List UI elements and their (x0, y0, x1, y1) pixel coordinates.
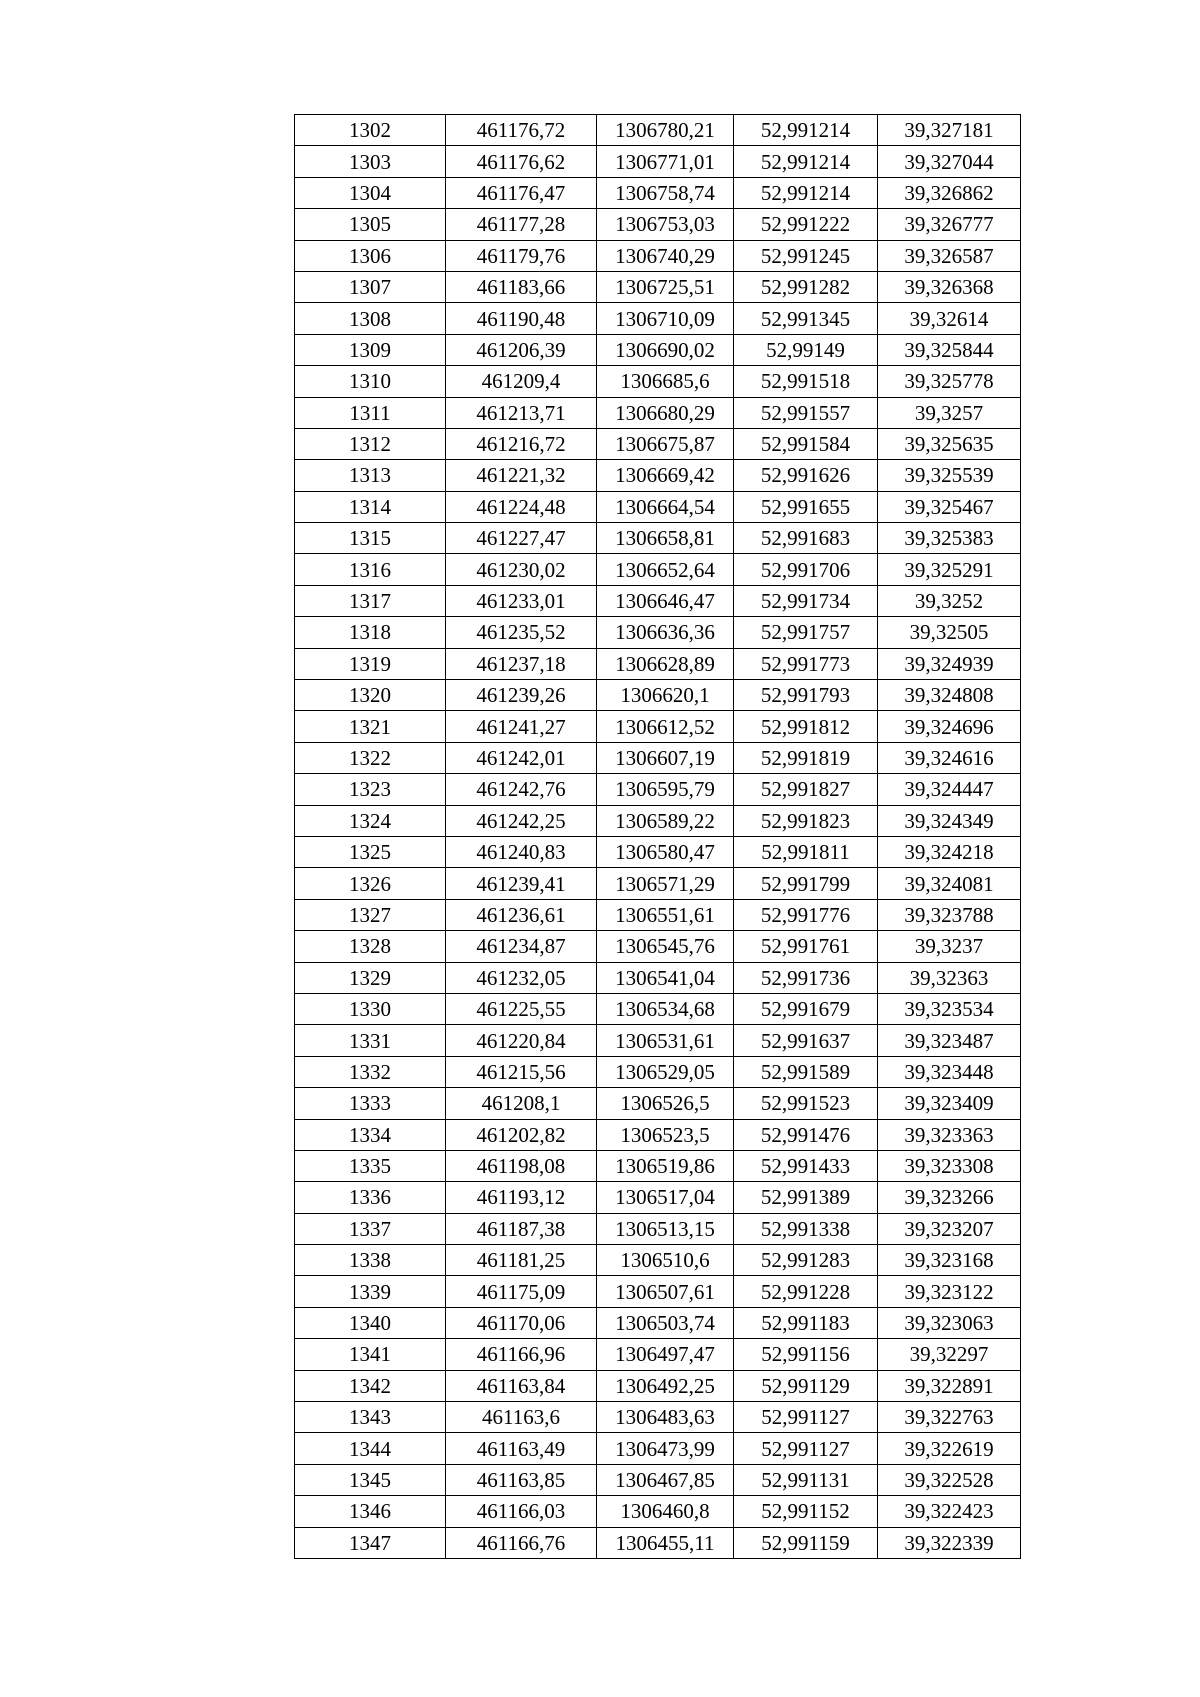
longitude-cell: 39,322339 (878, 1527, 1021, 1558)
point-number-cell: 1309 (295, 334, 446, 365)
point-number-cell: 1312 (295, 428, 446, 459)
point-number-cell: 1341 (295, 1339, 446, 1370)
latitude-cell: 52,991683 (734, 523, 878, 554)
y-coordinate-cell: 1306551,61 (597, 899, 734, 930)
y-coordinate-cell: 1306492,25 (597, 1370, 734, 1401)
y-coordinate-cell: 1306690,02 (597, 334, 734, 365)
x-coordinate-cell: 461242,76 (446, 774, 597, 805)
x-coordinate-cell: 461170,06 (446, 1307, 597, 1338)
latitude-cell: 52,991214 (734, 146, 878, 177)
longitude-cell: 39,327044 (878, 146, 1021, 177)
longitude-cell: 39,3237 (878, 931, 1021, 962)
table-row (295, 334, 1021, 365)
point-number-cell: 1334 (295, 1119, 446, 1150)
x-coordinate-cell: 461237,18 (446, 648, 597, 679)
longitude-cell: 39,324349 (878, 805, 1021, 836)
longitude-cell: 39,322891 (878, 1370, 1021, 1401)
y-coordinate-cell: 1306710,09 (597, 303, 734, 334)
x-coordinate-cell: 461221,32 (446, 460, 597, 491)
point-number-cell: 1314 (295, 491, 446, 522)
table-row (295, 617, 1021, 648)
table-row (295, 554, 1021, 585)
y-coordinate-cell: 1306758,74 (597, 177, 734, 208)
longitude-cell: 39,324218 (878, 836, 1021, 867)
y-coordinate-cell: 1306753,03 (597, 209, 734, 240)
latitude-cell: 52,991793 (734, 680, 878, 711)
x-coordinate-cell: 461187,38 (446, 1213, 597, 1244)
point-number-cell: 1313 (295, 460, 446, 491)
point-number-cell: 1328 (295, 931, 446, 962)
table-row (295, 240, 1021, 271)
latitude-cell: 52,99149 (734, 334, 878, 365)
y-coordinate-cell: 1306595,79 (597, 774, 734, 805)
longitude-cell: 39,323266 (878, 1182, 1021, 1213)
point-number-cell: 1317 (295, 585, 446, 616)
table-row (295, 962, 1021, 993)
y-coordinate-cell: 1306771,01 (597, 146, 734, 177)
y-coordinate-cell: 1306675,87 (597, 428, 734, 459)
longitude-cell: 39,326777 (878, 209, 1021, 240)
y-coordinate-cell: 1306503,74 (597, 1307, 734, 1338)
x-coordinate-cell: 461227,47 (446, 523, 597, 554)
table-row (295, 397, 1021, 428)
longitude-cell: 39,32363 (878, 962, 1021, 993)
point-number-cell: 1303 (295, 146, 446, 177)
table-row (295, 1307, 1021, 1338)
point-number-cell: 1343 (295, 1402, 446, 1433)
longitude-cell: 39,322619 (878, 1433, 1021, 1464)
latitude-cell: 52,991159 (734, 1527, 878, 1558)
x-coordinate-cell: 461242,25 (446, 805, 597, 836)
point-number-cell: 1345 (295, 1464, 446, 1495)
latitude-cell: 52,991338 (734, 1213, 878, 1244)
point-number-cell: 1324 (295, 805, 446, 836)
table-row (295, 585, 1021, 616)
table-row (295, 1213, 1021, 1244)
latitude-cell: 52,991827 (734, 774, 878, 805)
point-number-cell: 1330 (295, 993, 446, 1024)
table-row (295, 899, 1021, 930)
y-coordinate-cell: 1306455,11 (597, 1527, 734, 1558)
point-number-cell: 1333 (295, 1088, 446, 1119)
table-row (295, 115, 1021, 146)
table-row (295, 1496, 1021, 1527)
point-number-cell: 1326 (295, 868, 446, 899)
table-row (295, 303, 1021, 334)
table-row (295, 680, 1021, 711)
latitude-cell: 52,991129 (734, 1370, 878, 1401)
y-coordinate-cell: 1306497,47 (597, 1339, 734, 1370)
table-row (295, 460, 1021, 491)
x-coordinate-cell: 461183,66 (446, 271, 597, 302)
point-number-cell: 1318 (295, 617, 446, 648)
table-row (295, 271, 1021, 302)
x-coordinate-cell: 461166,96 (446, 1339, 597, 1370)
x-coordinate-cell: 461235,52 (446, 617, 597, 648)
x-coordinate-cell: 461206,39 (446, 334, 597, 365)
latitude-cell: 52,991679 (734, 993, 878, 1024)
longitude-cell: 39,323409 (878, 1088, 1021, 1119)
longitude-cell: 39,323308 (878, 1150, 1021, 1181)
y-coordinate-cell: 1306658,81 (597, 523, 734, 554)
y-coordinate-cell: 1306652,64 (597, 554, 734, 585)
longitude-cell: 39,325635 (878, 428, 1021, 459)
y-coordinate-cell: 1306685,6 (597, 366, 734, 397)
x-coordinate-cell: 461198,08 (446, 1150, 597, 1181)
x-coordinate-cell: 461163,85 (446, 1464, 597, 1495)
x-coordinate-cell: 461241,27 (446, 711, 597, 742)
table-row (295, 1088, 1021, 1119)
latitude-cell: 52,991757 (734, 617, 878, 648)
latitude-cell: 52,991156 (734, 1339, 878, 1370)
longitude-cell: 39,324616 (878, 742, 1021, 773)
longitude-cell: 39,323122 (878, 1276, 1021, 1307)
latitude-cell: 52,991812 (734, 711, 878, 742)
longitude-cell: 39,325778 (878, 366, 1021, 397)
y-coordinate-cell: 1306664,54 (597, 491, 734, 522)
y-coordinate-cell: 1306523,5 (597, 1119, 734, 1150)
point-number-cell: 1338 (295, 1245, 446, 1276)
latitude-cell: 52,991222 (734, 209, 878, 240)
point-number-cell: 1305 (295, 209, 446, 240)
point-number-cell: 1336 (295, 1182, 446, 1213)
latitude-cell: 52,991518 (734, 366, 878, 397)
longitude-cell: 39,32505 (878, 617, 1021, 648)
longitude-cell: 39,325539 (878, 460, 1021, 491)
table-row (295, 428, 1021, 459)
point-number-cell: 1337 (295, 1213, 446, 1244)
table-row (295, 209, 1021, 240)
table-row (295, 1182, 1021, 1213)
latitude-cell: 52,991584 (734, 428, 878, 459)
table-row (295, 1150, 1021, 1181)
point-number-cell: 1316 (295, 554, 446, 585)
point-number-cell: 1327 (295, 899, 446, 930)
y-coordinate-cell: 1306483,63 (597, 1402, 734, 1433)
x-coordinate-cell: 461202,82 (446, 1119, 597, 1150)
point-number-cell: 1335 (295, 1150, 446, 1181)
x-coordinate-cell: 461190,48 (446, 303, 597, 334)
x-coordinate-cell: 461176,72 (446, 115, 597, 146)
longitude-cell: 39,3252 (878, 585, 1021, 616)
longitude-cell: 39,325291 (878, 554, 1021, 585)
longitude-cell: 39,323534 (878, 993, 1021, 1024)
y-coordinate-cell: 1306513,15 (597, 1213, 734, 1244)
y-coordinate-cell: 1306740,29 (597, 240, 734, 271)
coordinates-table-body (295, 115, 1021, 1559)
x-coordinate-cell: 461239,41 (446, 868, 597, 899)
y-coordinate-cell: 1306529,05 (597, 1056, 734, 1087)
latitude-cell: 52,991523 (734, 1088, 878, 1119)
x-coordinate-cell: 461166,03 (446, 1496, 597, 1527)
y-coordinate-cell: 1306460,8 (597, 1496, 734, 1527)
longitude-cell: 39,326368 (878, 271, 1021, 302)
latitude-cell: 52,991819 (734, 742, 878, 773)
y-coordinate-cell: 1306519,86 (597, 1150, 734, 1181)
x-coordinate-cell: 461220,84 (446, 1025, 597, 1056)
longitude-cell: 39,324447 (878, 774, 1021, 805)
table-row (295, 805, 1021, 836)
coordinates-table (294, 114, 1021, 1559)
table-row (295, 523, 1021, 554)
x-coordinate-cell: 461232,05 (446, 962, 597, 993)
latitude-cell: 52,991626 (734, 460, 878, 491)
x-coordinate-cell: 461166,76 (446, 1527, 597, 1558)
y-coordinate-cell: 1306473,99 (597, 1433, 734, 1464)
table-row (295, 1025, 1021, 1056)
x-coordinate-cell: 461193,12 (446, 1182, 597, 1213)
x-coordinate-cell: 461163,6 (446, 1402, 597, 1433)
x-coordinate-cell: 461224,48 (446, 491, 597, 522)
point-number-cell: 1321 (295, 711, 446, 742)
point-number-cell: 1347 (295, 1527, 446, 1558)
y-coordinate-cell: 1306526,5 (597, 1088, 734, 1119)
y-coordinate-cell: 1306607,19 (597, 742, 734, 773)
y-coordinate-cell: 1306507,61 (597, 1276, 734, 1307)
latitude-cell: 52,991228 (734, 1276, 878, 1307)
latitude-cell: 52,991823 (734, 805, 878, 836)
x-coordinate-cell: 461216,72 (446, 428, 597, 459)
latitude-cell: 52,991799 (734, 868, 878, 899)
point-number-cell: 1304 (295, 177, 446, 208)
latitude-cell: 52,991389 (734, 1182, 878, 1213)
latitude-cell: 52,991637 (734, 1025, 878, 1056)
x-coordinate-cell: 461230,02 (446, 554, 597, 585)
point-number-cell: 1323 (295, 774, 446, 805)
latitude-cell: 52,991589 (734, 1056, 878, 1087)
y-coordinate-cell: 1306628,89 (597, 648, 734, 679)
table-row (295, 711, 1021, 742)
point-number-cell: 1325 (295, 836, 446, 867)
table-row (295, 1276, 1021, 1307)
latitude-cell: 52,991345 (734, 303, 878, 334)
table-row (295, 1339, 1021, 1370)
x-coordinate-cell: 461233,01 (446, 585, 597, 616)
x-coordinate-cell: 461181,25 (446, 1245, 597, 1276)
point-number-cell: 1344 (295, 1433, 446, 1464)
latitude-cell: 52,991283 (734, 1245, 878, 1276)
table-row (295, 491, 1021, 522)
latitude-cell: 52,991476 (734, 1119, 878, 1150)
x-coordinate-cell: 461240,83 (446, 836, 597, 867)
table-row (295, 146, 1021, 177)
x-coordinate-cell: 461176,47 (446, 177, 597, 208)
longitude-cell: 39,3257 (878, 397, 1021, 428)
latitude-cell: 52,991761 (734, 931, 878, 962)
y-coordinate-cell: 1306580,47 (597, 836, 734, 867)
y-coordinate-cell: 1306780,21 (597, 115, 734, 146)
table-row (295, 868, 1021, 899)
y-coordinate-cell: 1306534,68 (597, 993, 734, 1024)
latitude-cell: 52,991773 (734, 648, 878, 679)
point-number-cell: 1346 (295, 1496, 446, 1527)
table-row (295, 177, 1021, 208)
longitude-cell: 39,323168 (878, 1245, 1021, 1276)
x-coordinate-cell: 461177,28 (446, 209, 597, 240)
longitude-cell: 39,323788 (878, 899, 1021, 930)
latitude-cell: 52,991736 (734, 962, 878, 993)
y-coordinate-cell: 1306545,76 (597, 931, 734, 962)
x-coordinate-cell: 461215,56 (446, 1056, 597, 1087)
table-row (295, 742, 1021, 773)
table-row (295, 648, 1021, 679)
point-number-cell: 1320 (295, 680, 446, 711)
table-row (295, 1119, 1021, 1150)
table-row (295, 1245, 1021, 1276)
longitude-cell: 39,324808 (878, 680, 1021, 711)
point-number-cell: 1302 (295, 115, 446, 146)
latitude-cell: 52,991734 (734, 585, 878, 616)
longitude-cell: 39,325467 (878, 491, 1021, 522)
x-coordinate-cell: 461242,01 (446, 742, 597, 773)
longitude-cell: 39,327181 (878, 115, 1021, 146)
point-number-cell: 1340 (295, 1307, 446, 1338)
x-coordinate-cell: 461208,1 (446, 1088, 597, 1119)
longitude-cell: 39,326862 (878, 177, 1021, 208)
longitude-cell: 39,323448 (878, 1056, 1021, 1087)
y-coordinate-cell: 1306541,04 (597, 962, 734, 993)
y-coordinate-cell: 1306517,04 (597, 1182, 734, 1213)
y-coordinate-cell: 1306510,6 (597, 1245, 734, 1276)
point-number-cell: 1342 (295, 1370, 446, 1401)
y-coordinate-cell: 1306725,51 (597, 271, 734, 302)
longitude-cell: 39,32297 (878, 1339, 1021, 1370)
x-coordinate-cell: 461209,4 (446, 366, 597, 397)
x-coordinate-cell: 461179,76 (446, 240, 597, 271)
point-number-cell: 1322 (295, 742, 446, 773)
latitude-cell: 52,991127 (734, 1402, 878, 1433)
y-coordinate-cell: 1306636,36 (597, 617, 734, 648)
y-coordinate-cell: 1306680,29 (597, 397, 734, 428)
latitude-cell: 52,991282 (734, 271, 878, 302)
y-coordinate-cell: 1306571,29 (597, 868, 734, 899)
longitude-cell: 39,326587 (878, 240, 1021, 271)
latitude-cell: 52,991214 (734, 115, 878, 146)
point-number-cell: 1329 (295, 962, 446, 993)
point-number-cell: 1332 (295, 1056, 446, 1087)
table-row (295, 993, 1021, 1024)
latitude-cell: 52,991245 (734, 240, 878, 271)
y-coordinate-cell: 1306620,1 (597, 680, 734, 711)
y-coordinate-cell: 1306669,42 (597, 460, 734, 491)
latitude-cell: 52,991557 (734, 397, 878, 428)
x-coordinate-cell: 461175,09 (446, 1276, 597, 1307)
table-row (295, 1370, 1021, 1401)
x-coordinate-cell: 461163,49 (446, 1433, 597, 1464)
longitude-cell: 39,322423 (878, 1496, 1021, 1527)
longitude-cell: 39,322763 (878, 1402, 1021, 1433)
longitude-cell: 39,324081 (878, 868, 1021, 899)
longitude-cell: 39,322528 (878, 1464, 1021, 1495)
longitude-cell: 39,325844 (878, 334, 1021, 365)
longitude-cell: 39,325383 (878, 523, 1021, 554)
point-number-cell: 1331 (295, 1025, 446, 1056)
longitude-cell: 39,324696 (878, 711, 1021, 742)
y-coordinate-cell: 1306589,22 (597, 805, 734, 836)
latitude-cell: 52,991131 (734, 1464, 878, 1495)
x-coordinate-cell: 461234,87 (446, 931, 597, 962)
latitude-cell: 52,991811 (734, 836, 878, 867)
point-number-cell: 1308 (295, 303, 446, 334)
table-row (295, 1433, 1021, 1464)
y-coordinate-cell: 1306531,61 (597, 1025, 734, 1056)
table-row (295, 836, 1021, 867)
x-coordinate-cell: 461163,84 (446, 1370, 597, 1401)
latitude-cell: 52,991152 (734, 1496, 878, 1527)
longitude-cell: 39,323063 (878, 1307, 1021, 1338)
point-number-cell: 1315 (295, 523, 446, 554)
x-coordinate-cell: 461176,62 (446, 146, 597, 177)
point-number-cell: 1339 (295, 1276, 446, 1307)
latitude-cell: 52,991214 (734, 177, 878, 208)
latitude-cell: 52,991655 (734, 491, 878, 522)
latitude-cell: 52,991776 (734, 899, 878, 930)
table-row (295, 774, 1021, 805)
longitude-cell: 39,324939 (878, 648, 1021, 679)
x-coordinate-cell: 461236,61 (446, 899, 597, 930)
table-row (295, 366, 1021, 397)
latitude-cell: 52,991127 (734, 1433, 878, 1464)
latitude-cell: 52,991433 (734, 1150, 878, 1181)
table-row (295, 1056, 1021, 1087)
longitude-cell: 39,323487 (878, 1025, 1021, 1056)
latitude-cell: 52,991706 (734, 554, 878, 585)
point-number-cell: 1319 (295, 648, 446, 679)
table-row (295, 1464, 1021, 1495)
longitude-cell: 39,323363 (878, 1119, 1021, 1150)
x-coordinate-cell: 461213,71 (446, 397, 597, 428)
point-number-cell: 1307 (295, 271, 446, 302)
y-coordinate-cell: 1306612,52 (597, 711, 734, 742)
longitude-cell: 39,32614 (878, 303, 1021, 334)
x-coordinate-cell: 461239,26 (446, 680, 597, 711)
point-number-cell: 1306 (295, 240, 446, 271)
y-coordinate-cell: 1306467,85 (597, 1464, 734, 1495)
y-coordinate-cell: 1306646,47 (597, 585, 734, 616)
longitude-cell: 39,323207 (878, 1213, 1021, 1244)
latitude-cell: 52,991183 (734, 1307, 878, 1338)
point-number-cell: 1310 (295, 366, 446, 397)
table-row (295, 1527, 1021, 1558)
table-row (295, 931, 1021, 962)
point-number-cell: 1311 (295, 397, 446, 428)
x-coordinate-cell: 461225,55 (446, 993, 597, 1024)
table-row (295, 1402, 1021, 1433)
